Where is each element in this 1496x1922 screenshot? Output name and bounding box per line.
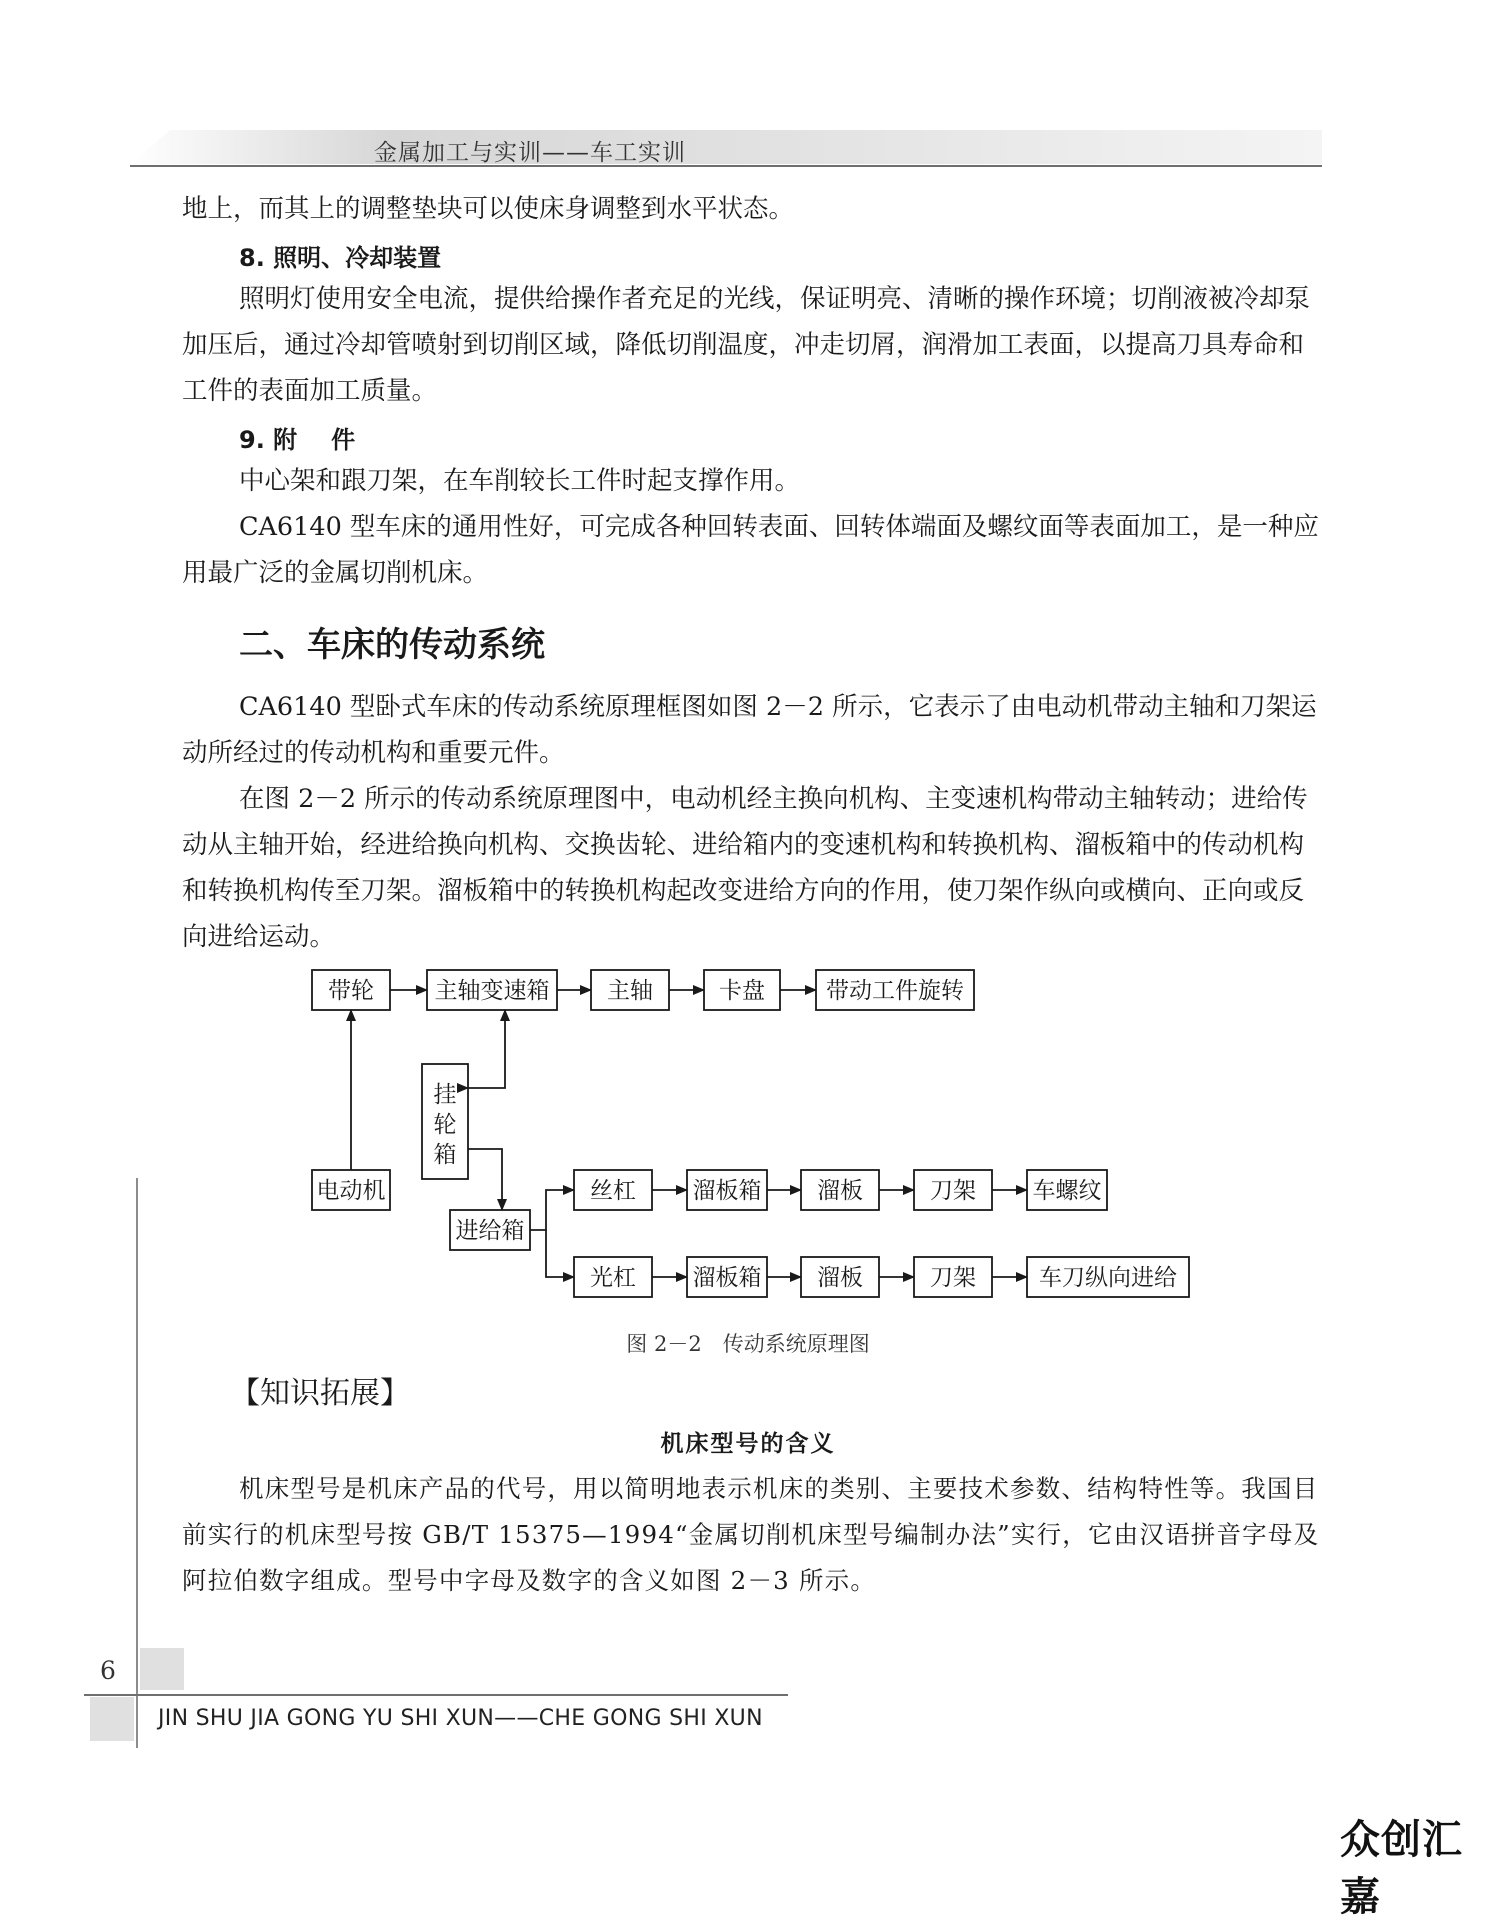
- label-feed-box: 进给箱: [455, 1218, 525, 1244]
- paragraph-machine-model: 机床型号是机床产品的代号，用以简明地表示机床的类别、主要技术参数、结构特性等。我国目前实行的机床型号按 GB/T 15375—1994“金属切削机床型号编制办法”实行，它由汉语拼音字母及阿拉伯数字组成。型号中字母及数字的含义如图 2－3 所示。: [182, 1474, 1320, 1595]
- figure-caption: 图 2－2 传动系统原理图: [626, 1332, 870, 1356]
- heading-lighting-cooling: 8. 照明、冷却装置: [239, 244, 442, 272]
- knowledge-extension-label: 【知识拓展】: [230, 1376, 410, 1411]
- paragraph-transmission-intro: CA6140 型卧式车床的传动系统原理框图如图 2－2 所示，它表示了由电动机带动主轴和刀架运动所经过的传动机构和重要元件。: [182, 692, 1317, 768]
- heading-accessories-number: 9. 附: [239, 426, 298, 454]
- label-hanging-wheel-3: 箱: [433, 1142, 457, 1168]
- extension-subtitle: 机床型号的含义: [660, 1430, 836, 1457]
- label-feed-rod: 光杠: [590, 1265, 636, 1291]
- heading-accessories-word: 件: [331, 426, 356, 454]
- arrow-feedbox-to-leadscrew: [530, 1190, 574, 1230]
- label-spindle-box: 主轴变速箱: [434, 978, 550, 1004]
- label-lead-screw: 丝杠: [590, 1178, 636, 1204]
- section-heading-transmission: 二、车床的传动系统: [239, 625, 545, 665]
- paragraph-lighting: 照明灯使用安全电流，提供给操作者充足的光线，保证明亮、清晰的操作环境；切削液被冷却泵加压后，通过冷却管喷射到切削区域，降低切削温度，冲走切屑，润滑加工表面，以提高刀具寿命和工件的表面加工质量。: [182, 284, 1311, 406]
- label-spindle: 主轴: [607, 978, 653, 1004]
- paragraph-accessories: 中心架和跟刀架，在车削较长工件时起支撑作用。: [239, 466, 801, 496]
- footer-decor-square: [90, 1697, 134, 1741]
- footer-vertical-rule: [136, 1178, 138, 1748]
- watermark-logo: 众创汇嘉: [1340, 1817, 1463, 1920]
- label-chuck: 卡盘: [719, 978, 765, 1004]
- label-motor: 电动机: [316, 1178, 386, 1204]
- label-longitudinal-feed: 车刀纵向进给: [1039, 1265, 1177, 1291]
- label-tool-rest-2: 刀架: [930, 1265, 976, 1291]
- label-hanging-wheel-2: 轮: [433, 1112, 457, 1138]
- label-apron-box-2: 溜板箱: [692, 1265, 762, 1291]
- arrow-hangingwheel-to-feedbox: [468, 1149, 502, 1210]
- arrow-spindlebox-hangingwheel: [468, 1010, 505, 1088]
- paragraph-continuation: 地上，而其上的调整垫块可以使床身调整到水平状态。: [182, 194, 795, 224]
- paragraph-ca6140: CA6140 型车床的通用性好，可完成各种回转表面、回转体端面及螺纹面等表面加工，是一种应用最广泛的金属切削机床。: [182, 512, 1319, 588]
- label-apron-1: 溜板: [817, 1178, 863, 1204]
- running-header-title: 金属加工与实训——车工实训: [374, 140, 686, 166]
- footer-decor-square: [140, 1648, 184, 1690]
- label-hanging-wheel-1: 挂: [433, 1082, 457, 1108]
- label-drive-workpiece: 带动工件旋转: [826, 978, 964, 1004]
- label-tool-rest-1: 刀架: [930, 1178, 976, 1204]
- footer-pinyin-title: JIN SHU JIA GONG YU SHI XUN——CHE GONG SHI XUN: [158, 1706, 763, 1731]
- label-belt-wheel: 带轮: [328, 978, 374, 1004]
- label-thread-turning: 车螺纹: [1032, 1178, 1102, 1204]
- page-number: 6: [100, 1656, 116, 1685]
- label-apron-2: 溜板: [817, 1265, 863, 1291]
- footer-rule: [84, 1694, 788, 1696]
- label-apron-box-1: 溜板箱: [692, 1178, 762, 1204]
- arrow-feedbox-to-feedrod: [546, 1230, 574, 1277]
- paragraph-transmission-detail: 在图 2－2 所示的传动系统原理图中，电动机经主换向机构、主变速机构带动主轴转动；进给传动从主轴开始，经进给换向机构、交换齿轮、进给箱内的变速机构和转换机构、溜板箱中的传动机构和转换机构传至刀架。溜板箱中的转换机构起改变进给方向的作用，使刀架作纵向或横向、正向或反向进给运动。: [182, 784, 1308, 952]
